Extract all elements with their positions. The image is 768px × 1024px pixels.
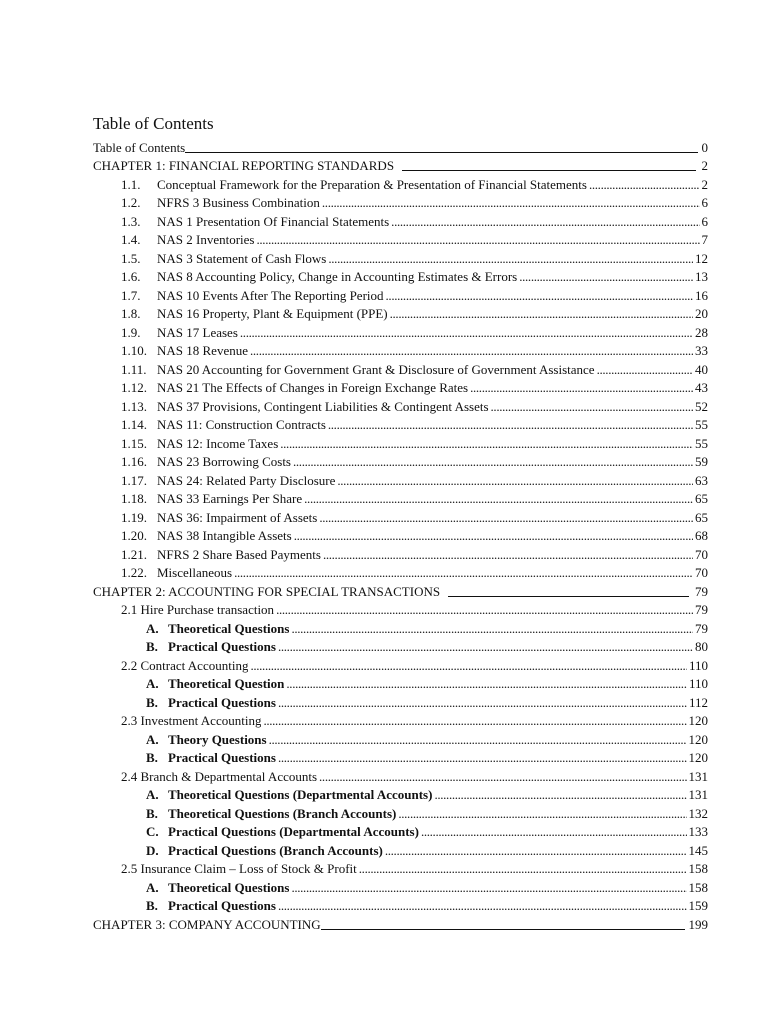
toc-entry-title: Theory Questions — [168, 731, 267, 747]
toc-entry-leader — [587, 177, 700, 192]
toc-entry[interactable] — [0, 192, 768, 211]
toc-entry[interactable] — [0, 303, 768, 322]
toc-entry[interactable] — [0, 562, 768, 581]
toc-entry-title: NAS 37 Provisions, Contingent Liabilities & Contingent Assets — [157, 398, 489, 414]
toc-entry[interactable] — [0, 691, 768, 710]
toc-entry-lead — [121, 325, 693, 340]
toc-entry-leader — [335, 473, 693, 488]
toc-entry-page-number: 80 — [695, 639, 708, 654]
toc-entry[interactable] — [0, 266, 768, 285]
toc-entry-number: 1.7. — [121, 287, 141, 303]
toc-entry-lead — [93, 158, 700, 173]
toc-entry-page-number: 79 — [695, 602, 708, 617]
toc-entry-leader — [321, 917, 687, 932]
toc-entry[interactable] — [0, 784, 768, 803]
toc-entry-lead — [121, 769, 687, 784]
toc-entry[interactable] — [0, 136, 768, 155]
toc-entry-page-number: 6 — [701, 195, 708, 210]
toc-entry[interactable] — [0, 673, 768, 692]
toc-entry-title: NAS 8 Accounting Policy, Change in Accounting Estimates & Errors — [157, 269, 518, 284]
toc-entry-lead — [121, 214, 700, 229]
toc-entry-page-number: 120 — [688, 750, 708, 765]
toc-entry-lead — [146, 621, 693, 636]
toc-entry-number: 1.1. — [121, 176, 141, 192]
toc-entry-lead — [121, 306, 693, 321]
toc-entry-page-number: 70 — [695, 565, 708, 580]
toc-entry-leader — [276, 639, 693, 654]
toc-entry-title: NAS 36: Impairment of Assets — [157, 509, 318, 525]
toc-entry-title: Practical Questions — [168, 639, 276, 654]
toc-entry-number: A. — [146, 731, 159, 747]
toc-entry-leader — [317, 510, 693, 525]
toc-entry-number: A. — [146, 787, 159, 802]
toc-entry-page-number: 145 — [688, 842, 708, 858]
toc-entry-title: Conceptual Framework for the Preparation & Presentation of Financial Statements — [157, 176, 587, 192]
toc-entry-lead — [121, 528, 693, 543]
toc-entry-lead — [121, 565, 693, 580]
toc-entry-leader — [289, 880, 686, 895]
toc-entry-lead — [93, 140, 700, 155]
toc-entry-lead — [121, 547, 693, 562]
toc-entry[interactable] — [0, 839, 768, 858]
toc-entry[interactable] — [0, 414, 768, 433]
toc-entry-title: Miscellaneous — [157, 565, 233, 580]
toc-entry-lead — [121, 269, 693, 284]
toc-entry-number: 1.12. — [121, 380, 147, 395]
toc-entry-title: Theoretical Questions (Branch Accounts) — [168, 805, 397, 821]
toc-entry-page-number: 2 — [701, 176, 708, 192]
toc-entry[interactable] — [0, 710, 768, 729]
toc-entry-leader — [394, 158, 699, 173]
toc-entry-lead — [121, 658, 687, 673]
toc-entry-number: 1.11. — [121, 361, 147, 377]
toc-entry-lead — [121, 288, 693, 303]
toc-entry-leader — [388, 306, 693, 321]
toc-entry-leader — [255, 232, 700, 247]
toc-entry-title: 2.2 Contract Accounting — [121, 657, 249, 673]
toc-entry-lead — [121, 195, 700, 210]
toc-entry-lead — [146, 732, 687, 747]
toc-entry-lead — [121, 436, 693, 451]
toc-entry-leader — [302, 491, 693, 506]
toc-entry-number: 1.6. — [121, 269, 141, 284]
toc-entry[interactable] — [0, 469, 768, 488]
toc-entry[interactable] — [0, 636, 768, 655]
toc-entry-title: Theoretical Questions — [168, 620, 290, 636]
toc-entry-leader — [384, 288, 693, 303]
toc-entry[interactable] — [0, 247, 768, 266]
toc-entry-lead — [121, 251, 693, 266]
toc-entry[interactable] — [0, 895, 768, 914]
toc-entry[interactable] — [0, 451, 768, 470]
toc-entry-leader — [276, 695, 687, 710]
toc-entry-number: 1.18. — [121, 491, 147, 506]
toc-entry[interactable] — [0, 876, 768, 895]
toc-entry-leader — [278, 436, 693, 451]
toc-entry-title: 2.5 Insurance Claim – Loss of Stock & Profit — [121, 861, 357, 876]
toc-entry-leader — [389, 214, 699, 229]
toc-entry-title: NFRS 2 Share Based Payments — [157, 546, 321, 562]
toc-entry-leader — [440, 584, 693, 599]
toc-entry-lead — [121, 399, 693, 414]
toc-entry[interactable] — [0, 580, 768, 599]
toc-entry-title: NAS 11: Construction Contracts — [157, 417, 326, 432]
toc-entry-lead — [121, 602, 693, 617]
toc-entry-leader — [261, 713, 686, 728]
toc-entry-number: 1.15. — [121, 435, 147, 451]
toc-entry-page-number: 158 — [688, 861, 708, 876]
toc-entry-number: 1.5. — [121, 250, 141, 266]
toc-entry-leader — [326, 251, 693, 266]
toc-entry-lead — [146, 843, 687, 858]
toc-entry-number: B. — [146, 750, 158, 765]
toc-entry-number: 1.17. — [121, 472, 147, 488]
toc-entry-title: NAS 38 Intangible Assets — [157, 528, 292, 543]
toc-entry-title: NAS 16 Property, Plant & Equipment (PPE) — [157, 306, 388, 321]
toc-entry-title: CHAPTER 1: FINANCIAL REPORTING STANDARDS — [93, 158, 395, 173]
toc-entry-number: A. — [146, 620, 159, 636]
toc-entry[interactable] — [0, 377, 768, 396]
toc-entry-leader — [276, 750, 687, 765]
toc-entry-title: NAS 17 Leases — [157, 324, 238, 340]
toc-entry-number: 1.13. — [121, 398, 147, 414]
toc-entry-number: B. — [146, 694, 158, 710]
toc-entry[interactable] — [0, 617, 768, 636]
toc-entry-title: NAS 23 Borrowing Costs — [157, 454, 291, 469]
toc-entry-title: Theoretical Questions (Departmental Accounts) — [168, 787, 433, 802]
toc-entry-number: 1.14. — [121, 417, 147, 432]
toc-entry-page-number: 20 — [695, 306, 708, 321]
toc-entry-title: Practical Questions — [168, 750, 276, 765]
toc-entry[interactable] — [0, 358, 768, 377]
toc-entry-leader — [291, 454, 693, 469]
toc-entry-number: 1.8. — [121, 306, 141, 321]
toc-entry-number: 1.21. — [121, 546, 147, 562]
toc-entry-title: NAS 20 Accounting for Government Grant & Disclosure of Government Assistance — [157, 361, 595, 377]
toc-entry[interactable] — [0, 229, 768, 248]
toc-entry-number: A. — [146, 676, 159, 691]
toc-entry-leader — [489, 399, 693, 414]
toc-entry-page-number: 12 — [695, 250, 708, 266]
toc-entry-page-number: 43 — [695, 380, 708, 395]
toc-entry-title: Table of Contents — [93, 139, 186, 155]
toc-entry-number: 1.22. — [121, 565, 147, 580]
toc-entry-lead — [121, 510, 693, 525]
toc-entry-number: 1.2. — [121, 195, 141, 210]
toc-entry-page-number: 65 — [695, 491, 708, 506]
toc-entry-page-number: 199 — [688, 916, 708, 932]
toc-entry-page-number: 133 — [688, 824, 708, 839]
toc-entry-page-number: 159 — [688, 898, 708, 913]
toc-entry-page-number: 158 — [688, 879, 708, 895]
toc-entry-number: B. — [146, 639, 158, 654]
toc-entry-page-number: 120 — [688, 713, 708, 728]
toc-entry-lead — [121, 343, 693, 358]
toc-entry-number: C. — [146, 824, 159, 839]
toc-entry[interactable] — [0, 802, 768, 821]
toc-entry-lead — [146, 824, 687, 839]
toc-entry-number: B. — [146, 805, 158, 821]
toc-entry-lead — [121, 232, 700, 247]
toc-entry-leader — [383, 843, 687, 858]
toc-entry-page-number: 131 — [688, 787, 708, 802]
toc-entry[interactable] — [0, 284, 768, 303]
toc-entry-title: NAS 24: Related Party Disclosure — [157, 472, 336, 488]
toc-entry-lead — [121, 380, 693, 395]
toc-entry-leader — [289, 621, 693, 636]
toc-entry-page-number: 0 — [701, 139, 708, 155]
toc-entry-page-number: 52 — [695, 398, 708, 414]
toc-entry[interactable] — [0, 747, 768, 766]
toc-entry-lead — [146, 806, 687, 821]
toc-entry-leader — [248, 658, 687, 673]
toc-entry-title: NAS 33 Earnings Per Share — [157, 491, 303, 506]
toc-entry-lead — [121, 177, 700, 192]
toc-entry-title: NAS 21 The Effects of Changes in Foreign Exchange Rates — [157, 380, 469, 395]
toc-entry[interactable] — [0, 340, 768, 359]
toc-entry-title: 2.3 Investment Accounting — [121, 713, 262, 728]
toc-entry-page-number: 40 — [695, 361, 708, 377]
toc-entry[interactable] — [0, 321, 768, 340]
toc-entry-number: A. — [146, 879, 159, 895]
toc-entry-page-number: 7 — [701, 232, 708, 247]
toc-entry-lead — [146, 898, 687, 913]
toc-entry-leader — [419, 824, 687, 839]
toc-entry[interactable] — [0, 858, 768, 877]
toc-entry-title: CHAPTER 2: ACCOUNTING FOR SPECIAL TRANSACTIONS — [93, 583, 441, 599]
toc-entry-title: Practical Questions (Branch Accounts) — [168, 842, 383, 858]
page-title: Table of Contents — [93, 114, 214, 133]
toc-entry-leader — [185, 140, 699, 155]
toc-entry-title: CHAPTER 3: COMPANY ACCOUNTING — [93, 916, 321, 932]
toc-entry-title: NAS 18 Revenue — [157, 343, 248, 358]
toc-entry[interactable] — [0, 765, 768, 784]
toc-entry-page-number: 110 — [688, 676, 708, 691]
toc-entry-page-number: 16 — [695, 287, 708, 303]
toc-entry-number: 1.19. — [121, 509, 147, 525]
toc-entry-leader — [284, 676, 687, 691]
toc-entry[interactable] — [0, 173, 768, 192]
toc-entry-leader — [320, 195, 700, 210]
toc-entry[interactable] — [0, 728, 768, 747]
toc-entry-lead — [121, 491, 693, 506]
toc-entry-title: Theoretical Questions — [168, 879, 290, 895]
toc-entry-page-number: 132 — [688, 805, 708, 821]
toc-entry-lead — [146, 787, 687, 802]
toc-entry-leader — [292, 528, 693, 543]
toc-entry-lead — [146, 695, 687, 710]
toc-entry-lead — [93, 584, 693, 599]
toc-entry-page-number: 28 — [695, 324, 708, 340]
toc-entry-leader — [267, 732, 687, 747]
toc-entry-leader — [326, 417, 693, 432]
toc-entry-leader — [396, 806, 686, 821]
toc-entry-title: NAS 12: Income Taxes — [157, 435, 279, 451]
toc-entry-page-number: 13 — [695, 269, 708, 284]
toc-entry-leader — [517, 269, 693, 284]
toc-entry-page-number: 59 — [695, 454, 708, 469]
toc-entry-number: 1.20. — [121, 528, 147, 543]
toc-entry-leader — [321, 547, 693, 562]
toc-entry[interactable] — [0, 654, 768, 673]
toc-entry-number: 1.10. — [121, 343, 147, 358]
toc-entry-page-number: 63 — [695, 472, 708, 488]
toc-entry-lead — [121, 473, 693, 488]
toc-entry-title: NAS 1 Presentation Of Financial Statements — [157, 213, 390, 229]
toc-entry-page-number: 68 — [695, 528, 708, 543]
toc-entry-page-number: 112 — [688, 694, 708, 710]
toc-entry[interactable] — [0, 210, 768, 229]
toc-entry-page-number: 110 — [688, 657, 708, 673]
toc-entry-lead — [146, 676, 687, 691]
toc-entry-page-number: 131 — [688, 768, 708, 784]
toc-entry[interactable] — [0, 432, 768, 451]
toc-entry-lead — [93, 917, 687, 932]
toc-entry[interactable] — [0, 821, 768, 840]
toc-entry-title: 2.4 Branch & Departmental Accounts — [121, 768, 318, 784]
toc-entry-page-number: 55 — [695, 435, 708, 451]
toc-entry-number: B. — [146, 898, 158, 913]
toc-entry-leader — [595, 362, 693, 377]
toc-entry[interactable] — [0, 506, 768, 525]
toc-entry[interactable] — [0, 155, 768, 174]
toc-entry-lead — [146, 639, 693, 654]
toc-entry-number: 1.9. — [121, 324, 141, 340]
toc-entry-number: 1.16. — [121, 454, 147, 469]
toc-entry-page-number: 65 — [695, 509, 708, 525]
toc-entry-leader — [468, 380, 693, 395]
toc-entry-title: NFRS 3 Business Combination — [157, 195, 320, 210]
toc-entry-page-number: 33 — [695, 343, 708, 358]
toc-entry-title: 2.1 Hire Purchase transaction — [121, 602, 275, 617]
toc-entry[interactable] — [0, 395, 768, 414]
toc-entry-lead — [121, 417, 693, 432]
toc-entry-leader — [432, 787, 686, 802]
toc-entry-number: 1.3. — [121, 213, 141, 229]
toc-entry-number: D. — [146, 842, 159, 858]
toc-entry-leader — [317, 769, 686, 784]
toc-entry-lead — [146, 880, 687, 895]
toc-entry-page-number: 120 — [688, 731, 708, 747]
toc-entry-page-number: 2 — [701, 158, 708, 173]
toc-entry-title: Practical Questions — [168, 694, 276, 710]
toc-entry-title: NAS 10 Events After The Reporting Period — [157, 287, 384, 303]
toc-entry[interactable] — [0, 543, 768, 562]
toc-entry-leader — [274, 602, 693, 617]
toc-entry-leader — [232, 565, 693, 580]
toc-entry-lead — [121, 861, 687, 876]
toc-entry-title: NAS 3 Statement of Cash Flows — [157, 250, 327, 266]
toc-entry[interactable] — [0, 599, 768, 618]
toc-entry-page-number: 79 — [695, 583, 708, 599]
toc-entry[interactable] — [0, 525, 768, 544]
toc-entry-number: 1.4. — [121, 232, 141, 247]
toc-entry-leader — [248, 343, 693, 358]
toc-entry-leader — [357, 861, 687, 876]
toc-entry-page-number: 55 — [695, 417, 708, 432]
toc-entry-page-number: 79 — [695, 620, 708, 636]
toc-entry-lead — [121, 362, 693, 377]
toc-entry-lead — [146, 750, 687, 765]
toc-entry[interactable] — [0, 488, 768, 507]
toc-entry-title: Practical Questions — [168, 898, 276, 913]
toc-entry[interactable] — [0, 913, 768, 932]
toc-entry-lead — [121, 713, 687, 728]
toc-entry-lead — [121, 454, 693, 469]
toc-entry-title: Theoretical Question — [168, 676, 285, 691]
toc-entry-leader — [276, 898, 687, 913]
toc-entry-title: NAS 2 Inventories — [157, 232, 255, 247]
toc-entry-page-number: 70 — [695, 546, 708, 562]
table-of-contents — [0, 136, 768, 932]
toc-entry-page-number: 6 — [701, 213, 708, 229]
toc-entry-title: Practical Questions (Departmental Accounts) — [168, 824, 419, 839]
toc-entry-leader — [238, 325, 693, 340]
